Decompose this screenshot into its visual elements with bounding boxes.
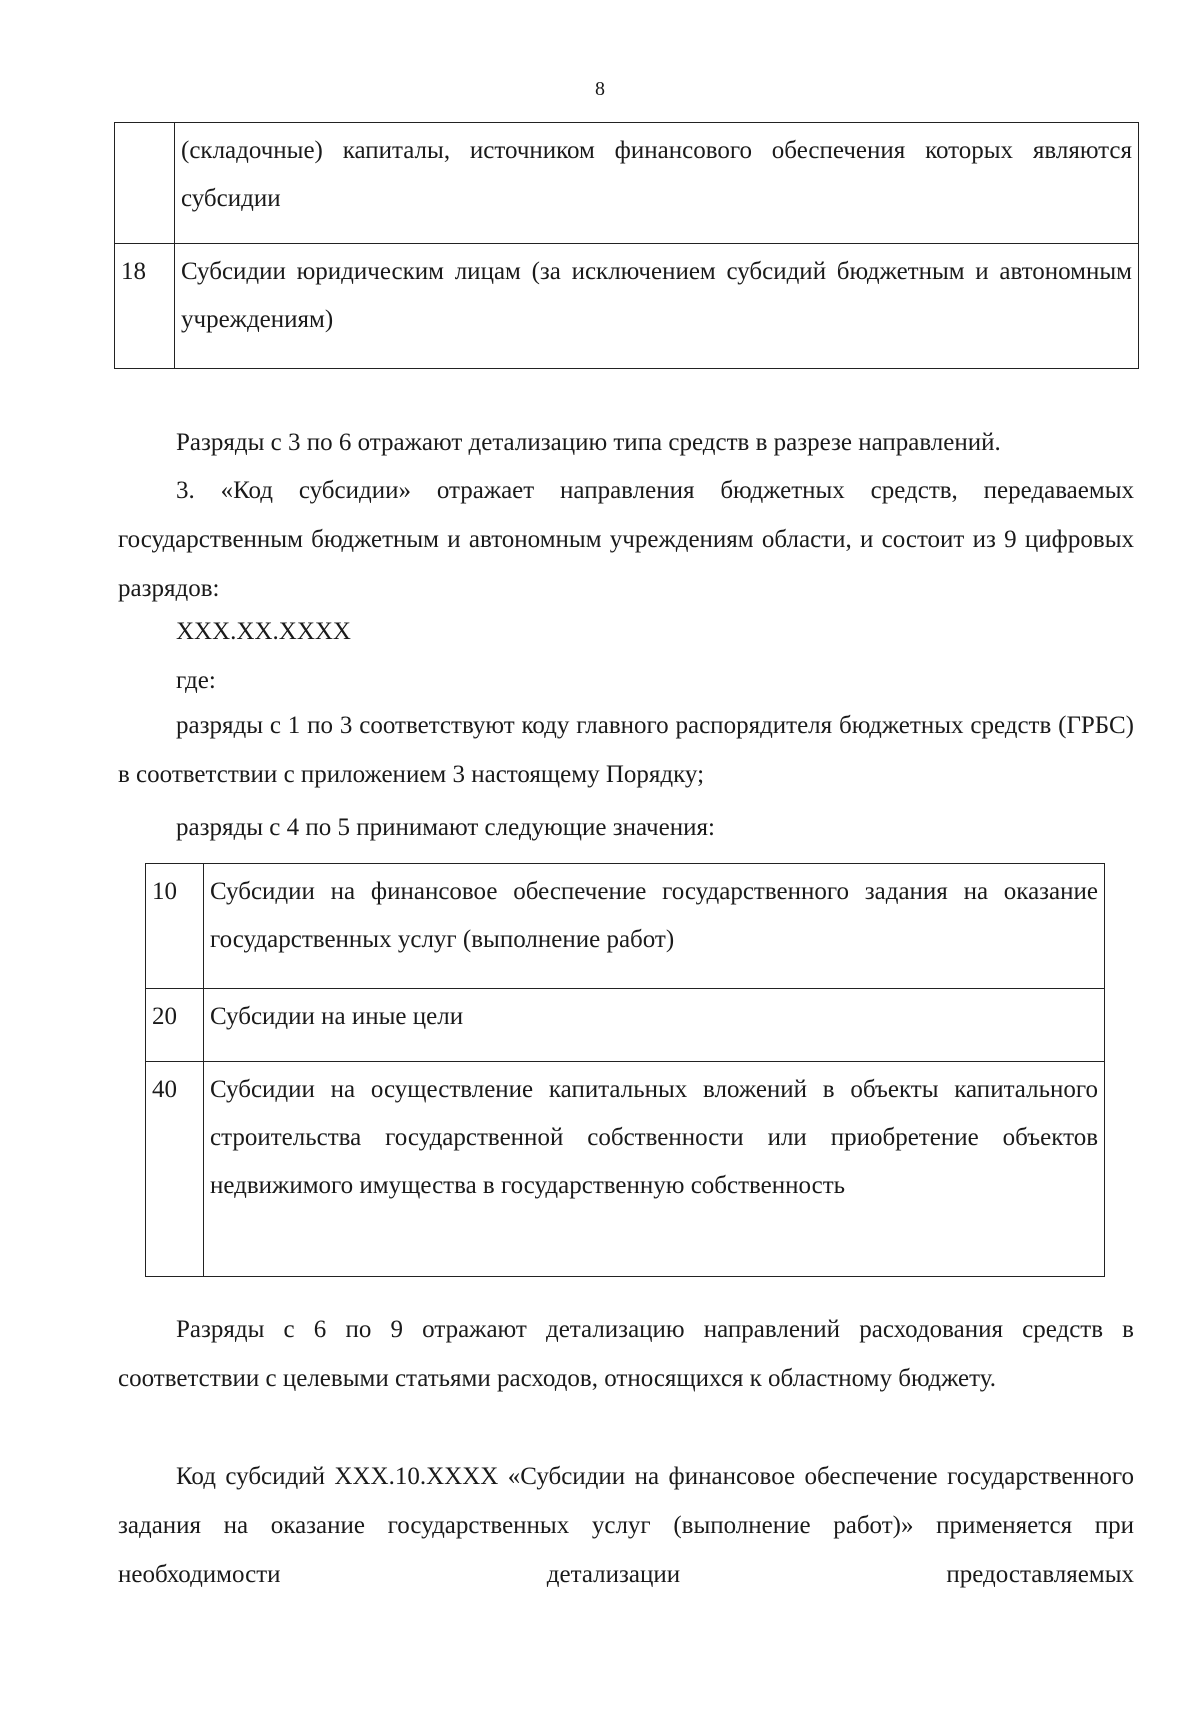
code-mask: XXX.XX.XXXX bbox=[176, 618, 351, 645]
table-row bbox=[115, 123, 1139, 244]
table-row bbox=[115, 244, 1139, 369]
row-number: 20 bbox=[146, 989, 204, 1062]
table-row bbox=[146, 989, 1105, 1062]
row-number: 18 bbox=[115, 244, 175, 369]
where-label: где: bbox=[176, 667, 216, 694]
subsidy-direction-table bbox=[145, 863, 1105, 1277]
paragraph-digits-3-6: Разряды с 3 по 6 отражают детализацию типа средств в разрезе направлений. bbox=[176, 429, 1001, 456]
page-number: 8 bbox=[595, 78, 605, 100]
row-number bbox=[115, 123, 175, 244]
table-row bbox=[146, 1062, 1105, 1277]
row-number: 10 bbox=[146, 864, 204, 989]
paragraph-subsidy-code: 3. «Код субсидии» отражает направления бюджетных средств, передаваемых государственным бюджетным и автономным учреждениям области, и состоит из 9 цифровых разрядов: bbox=[118, 477, 1134, 602]
paragraph-digits-1-3: разряды с 1 по 3 соответствуют коду главного распорядителя бюджетных средств (ГРБС) в соответствии с приложением 3 настоящему Порядку; bbox=[118, 712, 1134, 788]
row-description: Субсидии на иные цели bbox=[204, 989, 1105, 1062]
paragraph-subsidy-code-10: Код субсидий XXX.10.XXXX «Субсидии на финансовое обеспечение государственного задания на оказание государственных услуг (выполнение работ)» применяется при необходимости детализации предоставляемых bbox=[118, 1463, 1134, 1588]
paragraph-digits-4-5: разряды с 4 по 5 принимают следующие значения: bbox=[176, 814, 715, 841]
row-description: (складочные) капиталы, источником финансового обеспечения которых являются субсидии bbox=[175, 123, 1139, 244]
row-description: Субсидии на финансовое обеспечение государственного задания на оказание государственных услуг (выполнение работ) bbox=[204, 864, 1105, 989]
paragraph-digits-6-9: Разряды с 6 по 9 отражают детализацию направлений расходования средств в соответствии с целевыми статьями расходов, относящихся к областному бюджету. bbox=[118, 1316, 1134, 1392]
table-row bbox=[146, 864, 1105, 989]
subsidy-types-table bbox=[114, 122, 1139, 369]
row-description: Субсидии на осуществление капитальных вложений в объекты капитального строительства государственной собственности или приобретение объектов недвижимого имущества в государственную собственность bbox=[204, 1062, 1105, 1277]
row-description: Субсидии юридическим лицам (за исключением субсидий бюджетным и автономным учреждениям) bbox=[175, 244, 1139, 369]
row-number: 40 bbox=[146, 1062, 204, 1277]
